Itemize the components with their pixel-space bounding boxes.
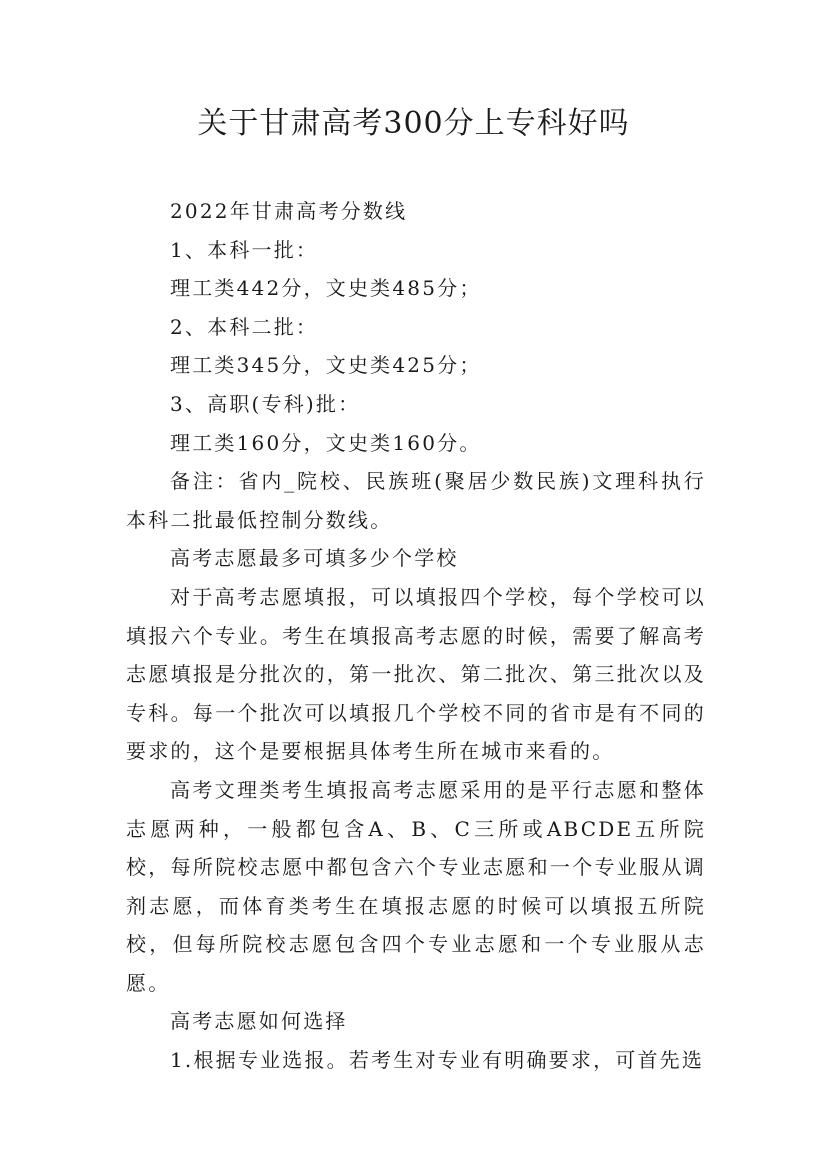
section-heading: 高考志愿如何选择 (170, 1009, 348, 1034)
paragraph: 3、高职(专科)批： (170, 391, 361, 416)
paragraph: 理工类160分，文史类160分。 (170, 430, 482, 455)
paragraph: 1、本科一批： (170, 237, 319, 262)
paragraph: 2、本科二批： (170, 314, 319, 339)
paragraph: 备注：省内_院校、民族班(聚居少数民族)文理科执行本科二批最低控制分数线。 (126, 469, 706, 532)
document-body (126, 192, 706, 1080)
paragraph: 1.根据专业选报。若考生对专业有明确要求，可首先选 (170, 1048, 705, 1073)
paragraph: 2022年甘肃高考分数线 (170, 199, 408, 223)
paragraph: 理工类345分，文史类425分； (170, 353, 482, 378)
paragraph: 理工类442分，文史类485分； (170, 276, 482, 301)
section-heading: 高考志愿最多可填多少个学校 (170, 546, 459, 571)
document-title: 关于甘肃高考300分上专科好吗 (197, 106, 630, 141)
paragraph: 对于高考志愿填报，可以填报四个学校，每个学校可以填报六个专业。考生在填报高考志愿的时候，需要了解高考志愿填报是分批次的，第一批次、第二批次、第三批次以及专科。每一个批次可以填报几个学校不同的省市是有不同的要求的，这个是要根据具体考生所在城市来看的。 (126, 584, 706, 764)
paragraph: 高考文理类考生填报高考志愿采用的是平行志愿和整体志愿两种，一般都包含A、B、C三所或ABCDE五所院校，每所院校志愿中都包含六个专业志愿和一个专业服从调剂志愿，而体育类考生在填报志愿的时候可以填报五所院校，但每所院校志愿包含四个专业志愿和一个专业服从志愿。 (126, 777, 706, 995)
